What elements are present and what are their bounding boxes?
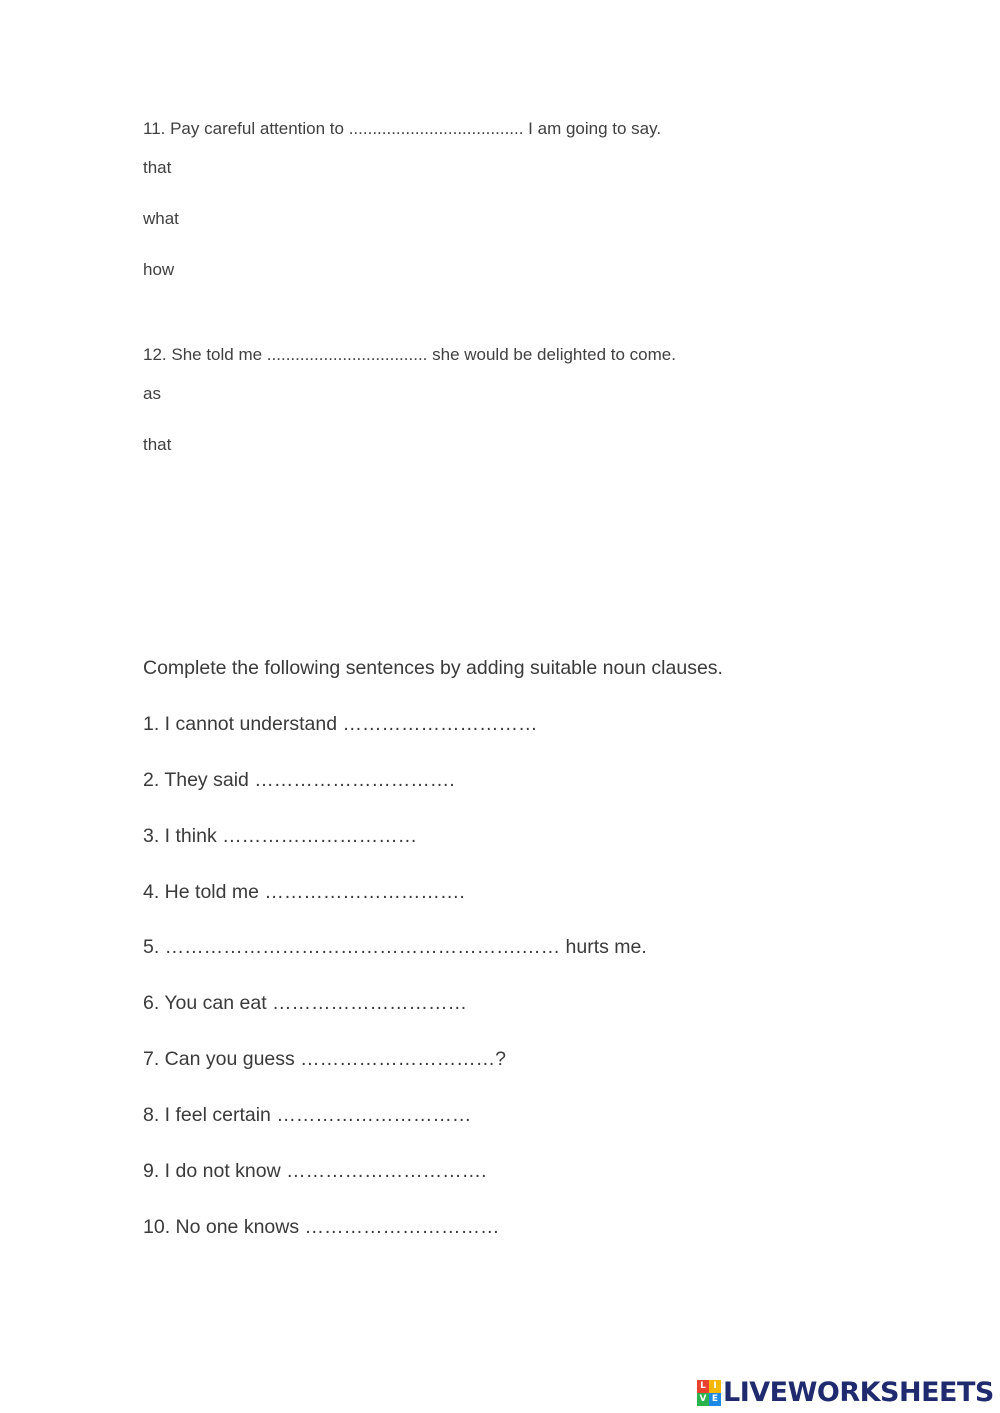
liveworksheets-logo: [697, 1378, 994, 1408]
option-12-b[interactable]: that: [143, 435, 172, 454]
fill-item-10[interactable]: 10. No one knows …………………………: [143, 1216, 500, 1238]
logo-mark-l: L: [697, 1380, 709, 1393]
option-11-a[interactable]: that: [143, 158, 172, 177]
option-11-b[interactable]: what: [143, 209, 179, 228]
fill-item-1[interactable]: 1. I cannot understand …………………………: [143, 713, 538, 735]
logo-mark-v: V: [697, 1393, 709, 1406]
fill-item-4[interactable]: 4. He told me ………………………….: [143, 881, 465, 903]
fill-item-2[interactable]: 2. They said ………………………….: [143, 769, 455, 791]
logo-text: LIVEWORKSHEETS: [723, 1377, 994, 1408]
fill-item-3[interactable]: 3. I think …………………………: [143, 825, 418, 847]
logo-mark-e: E: [709, 1393, 721, 1406]
option-11-c[interactable]: how: [143, 260, 175, 279]
fill-item-6[interactable]: 6. You can eat …………………………: [143, 992, 468, 1014]
option-12-a[interactable]: as: [143, 384, 161, 403]
logo-mark-i: I: [709, 1380, 721, 1393]
fill-item-5[interactable]: 5. ……………………………………………….…… hurts me.: [143, 936, 647, 958]
fill-item-8[interactable]: 8. I feel certain …………………………: [143, 1104, 472, 1126]
section-instruction: Complete the following sentences by adding suitable noun clauses.: [143, 657, 723, 679]
logo-mark-icon: [697, 1380, 721, 1406]
fill-item-7[interactable]: 7. Can you guess …………………………?: [143, 1048, 507, 1070]
question-12: 12. She told me .................................. she would be delighted to come.: [143, 345, 676, 364]
question-11: 11. Pay careful attention to ..................................... I am going to say.: [143, 119, 662, 138]
fill-item-9[interactable]: 9. I do not know ………………………….: [143, 1160, 487, 1182]
